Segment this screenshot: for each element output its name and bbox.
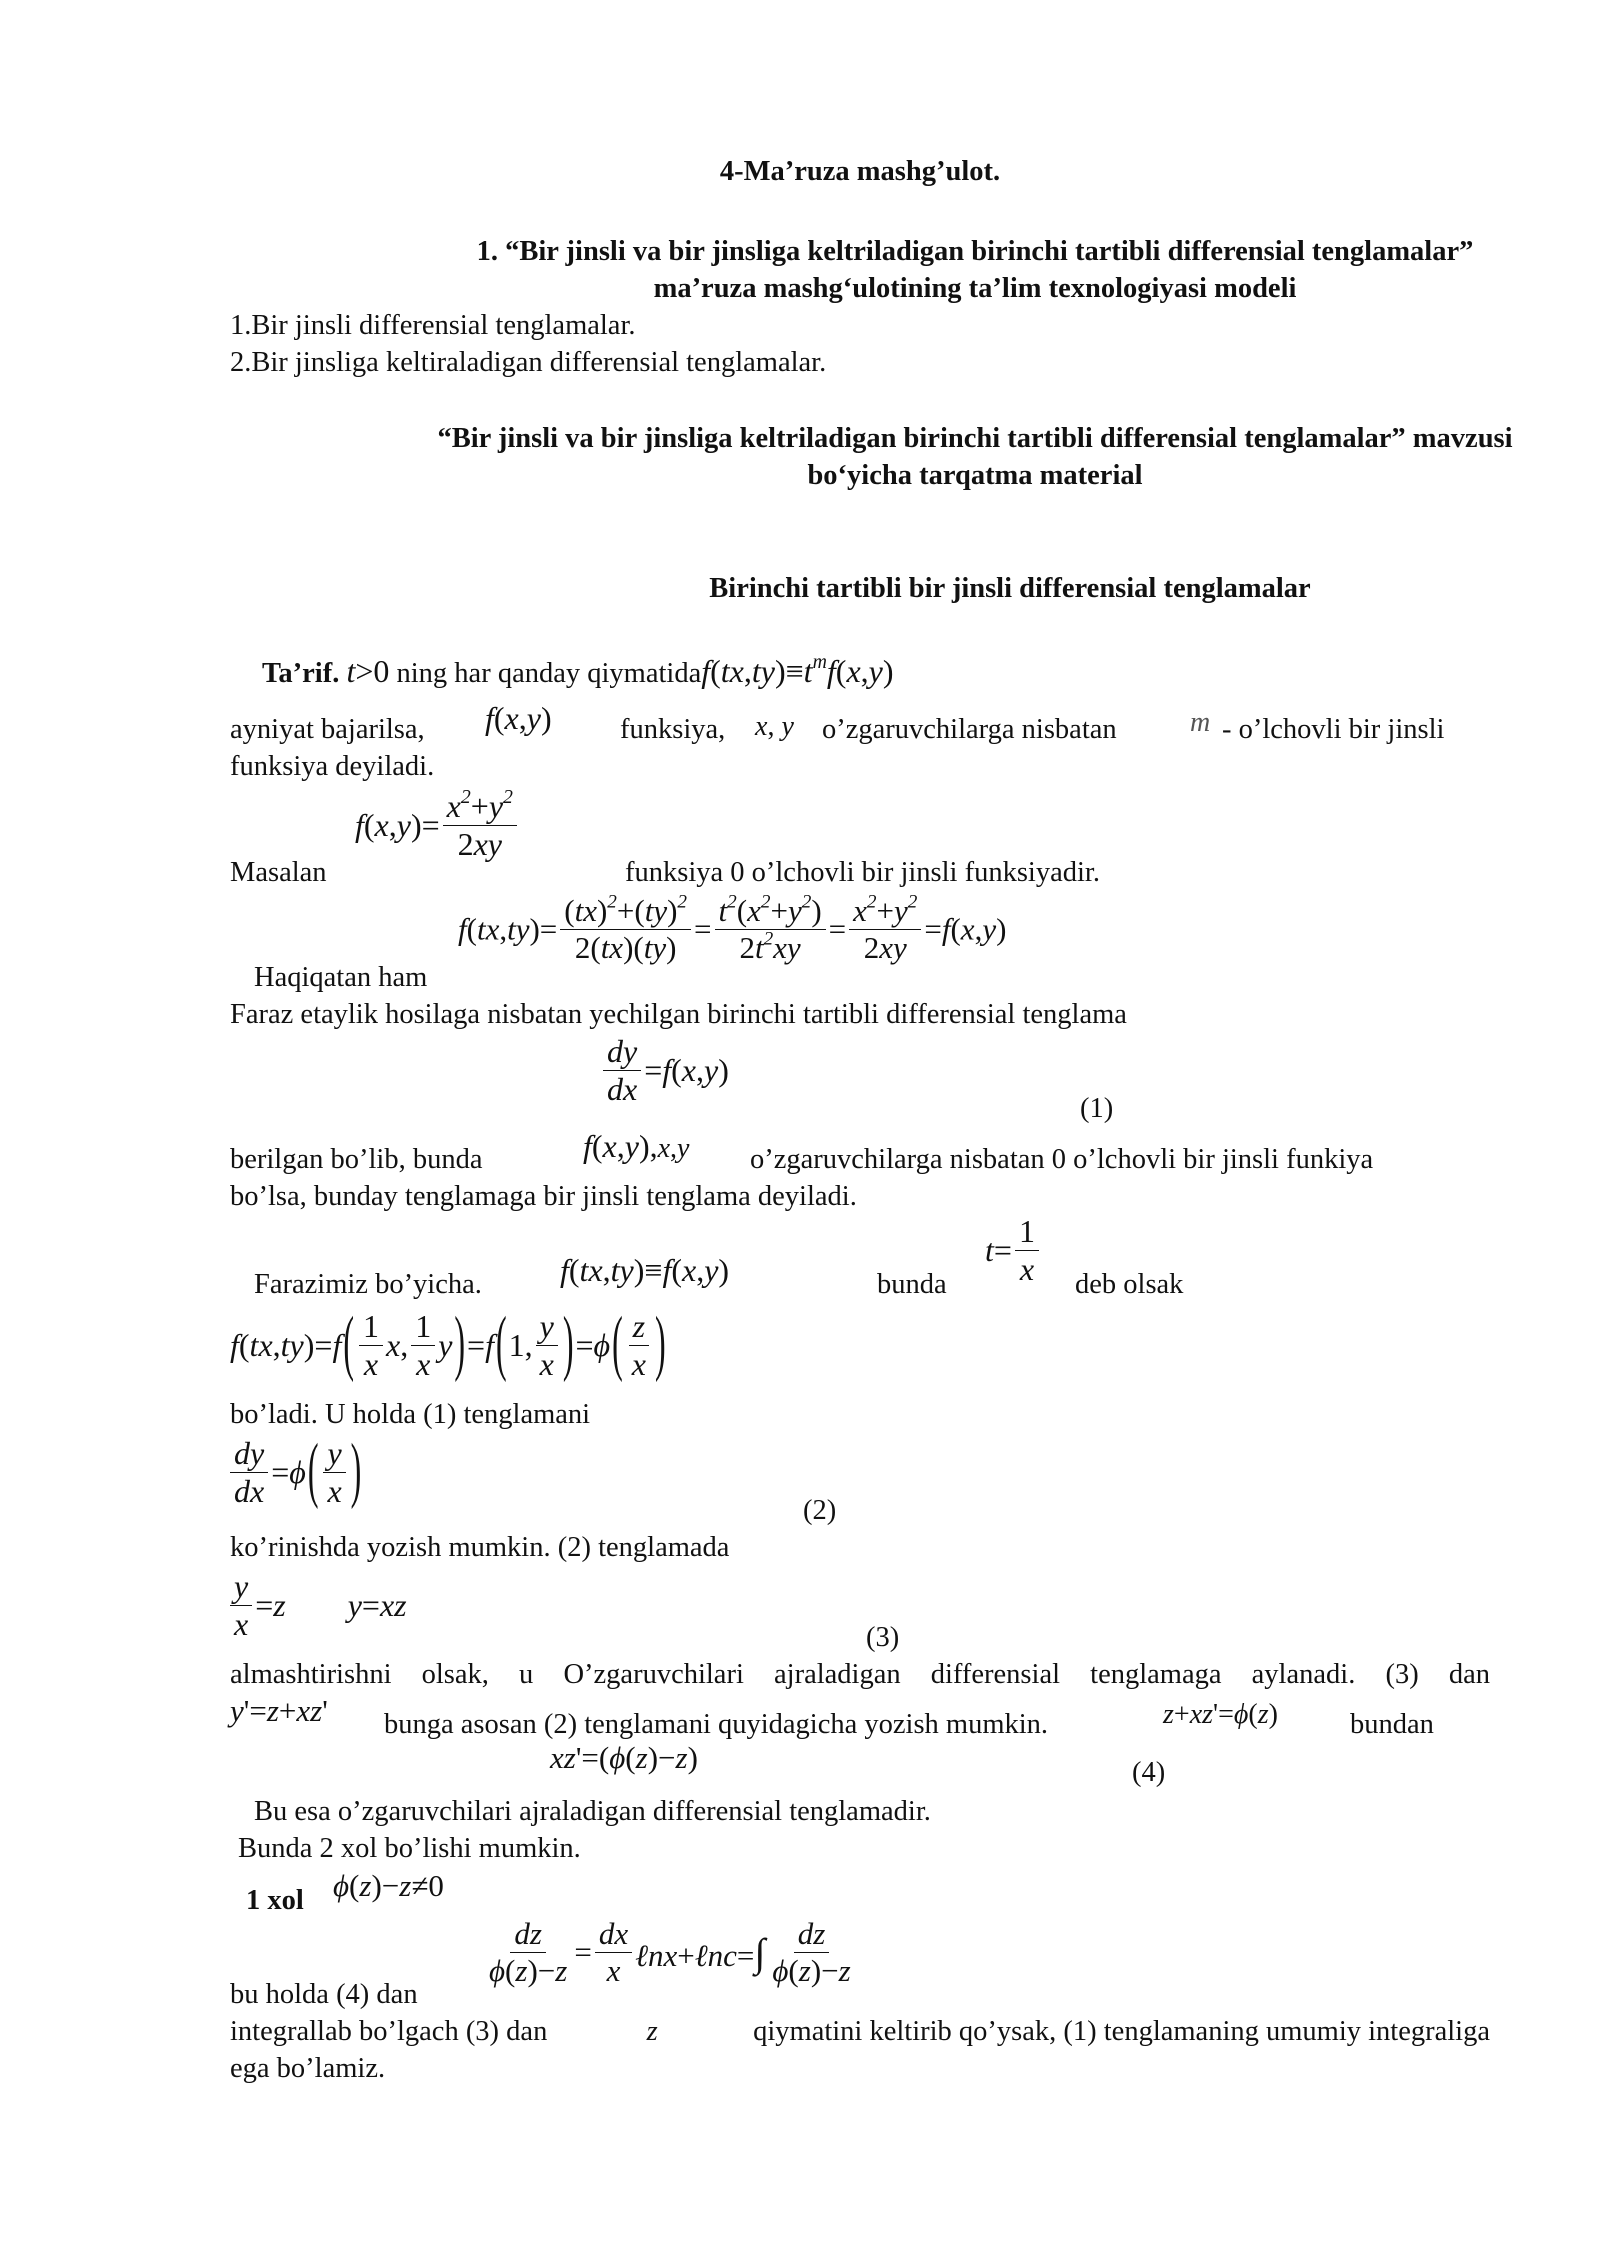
integrallab-text: integrallab bo’lgach (3) dan	[230, 2016, 548, 2047]
formula-integral: $\frac{dz}{\phi(z)-z}$ = $\frac{dx}{x}$ ℓnx+ℓnc=∫ $\frac{dz}{\phi(z)-z}$	[489, 1916, 851, 1988]
formula-example-f: f(x,y)= $\frac{x^2+y^2}{2xy}$	[355, 790, 520, 861]
berilgan-text: berilgan bo’lib, bunda	[230, 1144, 483, 1175]
olchovli-text: - o’lchovli bir jinsli	[1222, 714, 1445, 745]
formula-eq2: $\frac{dy}{dx}$ =ϕ( $\frac{y}{x}$ )	[230, 1437, 363, 1508]
lecture-heading: 4-Ma’ruza mashg’ulot.	[719, 156, 1001, 187]
ayniyat-text: ayniyat bajarilsa,	[230, 714, 425, 745]
korinishda-text: ko’rinishda yozish mumkin. (2) tenglamada	[230, 1532, 730, 1563]
formula-f-equal: f(tx,ty)≡f(x,y)	[560, 1252, 730, 1288]
almashtirish-text: almashtirishni olsak, u O’zgaruvchilari ajraladigan differensial tenglamaga aylanadi. (3) dan	[230, 1659, 1490, 1690]
formula-z-plus: z+xz'=ϕ(z)	[1163, 1699, 1278, 1730]
ayniyat-line	[230, 715, 425, 745]
integrallab-line	[230, 2017, 1490, 2047]
bundan-text: bundan	[1350, 1709, 1434, 1740]
definition-text: ning har qanday qiymatida	[396, 658, 702, 689]
definition-line: Ta’rif. t>0 ning har qanday $qiymatidaf(tx,ty)\equiv t^mf(x,y)$	[262, 651, 894, 689]
formula-eq1: $\frac{dy}{dx}$ =f(x,y)	[600, 1035, 729, 1106]
deb-olsak-text: deb olsak	[1075, 1269, 1184, 1300]
bunda-2-text: Bunda 2 xol bo’lishi mumkin.	[238, 1833, 581, 1864]
handout-title-line1: “Bir jinsli va bir jinsliga keltriladigan birinchi tartibli differensial tenglamalar” mavzusi	[437, 423, 1513, 454]
formula-homogeneity: $f(tx,ty)\equiv t^mf(x,y)$	[701, 651, 894, 689]
integrallab-rest: qiymatini keltirib qo’ysak, (1) tenglamaning umumiy integraliga	[753, 2016, 1490, 2047]
bunga-text: bunga asosan (2) tenglamani quyidagicha yozish mumkin.	[384, 1709, 1049, 1740]
formula-fxy: f(x,y)	[485, 700, 552, 736]
formula-eq4: xz'=(ϕ(z)−z)	[550, 1740, 698, 1775]
formula-proof: f(tx,ty)= $\frac{(tx)^2+(ty)^2}{2(tx)(ty)}$ = $\frac{t^2(x^2+y^2)}{2t^2xy}$ = $\frac{x^2+y^2}{2xy}$ =f(x,y)	[458, 891, 1007, 965]
formula-t-substitution: t= $\frac{1}{x}$	[985, 1215, 1042, 1286]
plan-item-2: 2.Bir jinsliga keltiraladigan differensial tenglamalar.	[230, 347, 827, 378]
funksiya-deyiladi: funksiya deyiladi.	[230, 751, 435, 782]
faraz-text: Faraz etaylik hosilaga nisbatan yechilgan birinchi tartibli differensial tenglama	[230, 999, 1127, 1030]
bolsa-text: bo’lsa, bunday tenglamaga bir jinsli tenglama deyiladi.	[230, 1181, 857, 1212]
bu-holda-text: bu holda (4) dan	[230, 1979, 418, 2010]
formula-fxy-2: f(x,y),x,y	[583, 1128, 690, 1164]
handout-title-line2: bo‘yicha tarqatma material	[807, 460, 1143, 491]
eq3-number: (3)	[866, 1622, 900, 1653]
bu-esa-text: Bu esa o’zgaruvchilari ajraladigan differensial tenglamadir.	[254, 1796, 931, 1827]
formula-case1: ϕ(z)−z≠0	[333, 1868, 444, 1903]
ega-text: ega bo’lamiz.	[230, 2053, 386, 2084]
formula-y-prime: y'=z+xz'	[230, 1693, 328, 1728]
eq4-number: (4)	[1132, 1757, 1166, 1788]
formula-xy: x, y	[755, 711, 794, 742]
formula-phi: f(tx,ty)=f( $\frac{1}{x}$ x, $\frac{1}{x}$ y)=f(1, $\frac{y}{x}$ )=ϕ( $\frac{z}{x}$ )	[230, 1299, 666, 1383]
boladi-text: bo’ladi. U holda (1) tenglamani	[230, 1399, 591, 1430]
plan-item-1: 1.Bir jinsli differensial tenglamalar.	[230, 310, 636, 341]
masalan-rest: funksiya 0 o’lchovli bir jinsli funksiyadir.	[625, 857, 1100, 888]
funksiya-text: funksiya,	[620, 714, 726, 745]
formula-eq3: $\frac{y}{x}$ =z y=xz	[230, 1570, 407, 1641]
formula-t-positive: t	[346, 653, 356, 689]
formula-z: z	[646, 2016, 658, 2047]
farazimiz-text: Farazimiz bo’yicha.	[254, 1269, 482, 1300]
berilgan-rest: o’zgaruvchilarga nisbatan 0 o’lchovli bir jinsli funkiya	[750, 1144, 1374, 1175]
formula-m: m	[1190, 707, 1211, 738]
definition-label: Ta’rif.	[262, 658, 340, 689]
topic-title-line2: ma’ruza mashg‘ulotining ta’lim texnologiyasi modeli	[653, 273, 1297, 304]
xol1-label: 1 xol	[246, 1885, 304, 1916]
section-title: Birinchi tartibli bir jinsli differensial tenglamalar	[709, 573, 1311, 604]
eq1-number: (1)	[1080, 1093, 1114, 1124]
ozgaruvchilarga-text: o’zgaruvchilarga nisbatan	[822, 714, 1117, 745]
eq2-number: (2)	[803, 1495, 837, 1526]
haqiqatan-text: Haqiqatan ham	[254, 962, 428, 993]
bunda-text: bunda	[877, 1269, 947, 1300]
topic-title-line1: 1. “Bir jinsli va bir jinsliga keltriladigan birinchi tartibli differensial tenglamalar”	[476, 236, 1474, 267]
masalan-text: Masalan	[230, 857, 327, 888]
